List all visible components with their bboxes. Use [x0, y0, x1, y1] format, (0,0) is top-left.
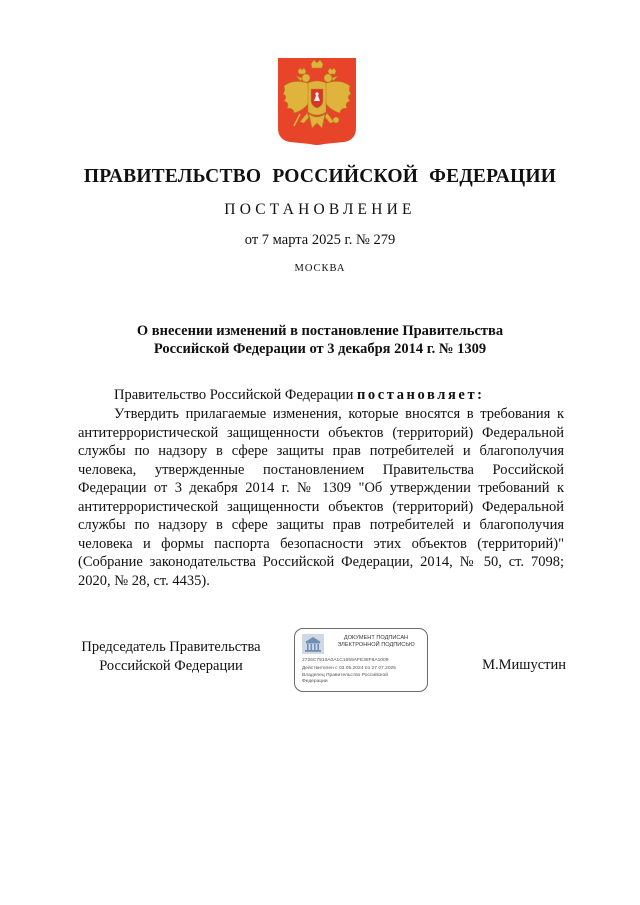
document-city: МОСКВА	[294, 263, 346, 274]
signer-name: М.Мишустин	[482, 657, 566, 673]
electronic-signature-stamp	[294, 628, 428, 692]
stamp-validity: Действителен с 03.05.2024 по 27.07.2025	[302, 666, 396, 671]
decree-word: постановляет:	[356, 387, 485, 403]
subject-line-1: О внесении изменений в постановление Правительства	[136, 323, 504, 339]
stamp-owner-line-1: Владелец Правительство Российской	[302, 673, 388, 678]
decree-intro	[78, 386, 564, 405]
government-title: ПРАВИТЕЛЬСТВО РОССИЙСКОЙ ФЕДЕРАЦИИ	[83, 166, 557, 187]
signer-position-line-2: Российской Федерации	[99, 658, 243, 674]
stamp-certificate: 2726C7910A0A1C1659AFE38F8A1009	[302, 658, 389, 663]
signer-position-line-1: Председатель Правительства	[81, 639, 261, 655]
document-type: ПОСТАНОВЛЕНИЕ	[224, 201, 416, 218]
government-building-icon	[302, 634, 324, 654]
subject-line-2: Российской Федерации от 3 декабря 2014 г. № 1309	[153, 341, 487, 357]
document-subject	[100, 322, 540, 358]
stamp-title	[329, 635, 423, 649]
main-paragraph: Утвердить прилагаемые изменения, которые вносятся в требования к антитеррористической защищенности объектов (территорий) Федеральной службы по надзору в сфере защиты прав потребителей и благополучия человека, утвержденные постановлением Правительства Российской Федерации от 3 декабря 2014 г. № 1309 "Об утверждении требований к антитеррористической защищенности объектов (территорий) Федеральной службы по надзору в сфере защиты прав потребителей и благополучия человека и формы паспорта безопасности этих объектов (территорий)" (Собрание законодательства Российской Федерации, 2014, № 50, ст. 7098; 2020, № 28, ст. 4435).	[78, 406, 564, 589]
stamp-owner-line-2: Федерации	[302, 679, 328, 684]
intro-text: Правительство Российской Федерации	[114, 387, 357, 403]
stamp-title-line-1: ДОКУМЕНТ ПОДПИСАН	[343, 635, 409, 641]
coat-of-arms-icon	[276, 56, 358, 146]
document-date-number: от 7 марта 2025 г. № 279	[244, 232, 396, 248]
signer-position	[76, 638, 266, 676]
stamp-title-line-2: ЭЛЕКТРОННОЙ ПОДПИСЬЮ	[337, 642, 415, 648]
